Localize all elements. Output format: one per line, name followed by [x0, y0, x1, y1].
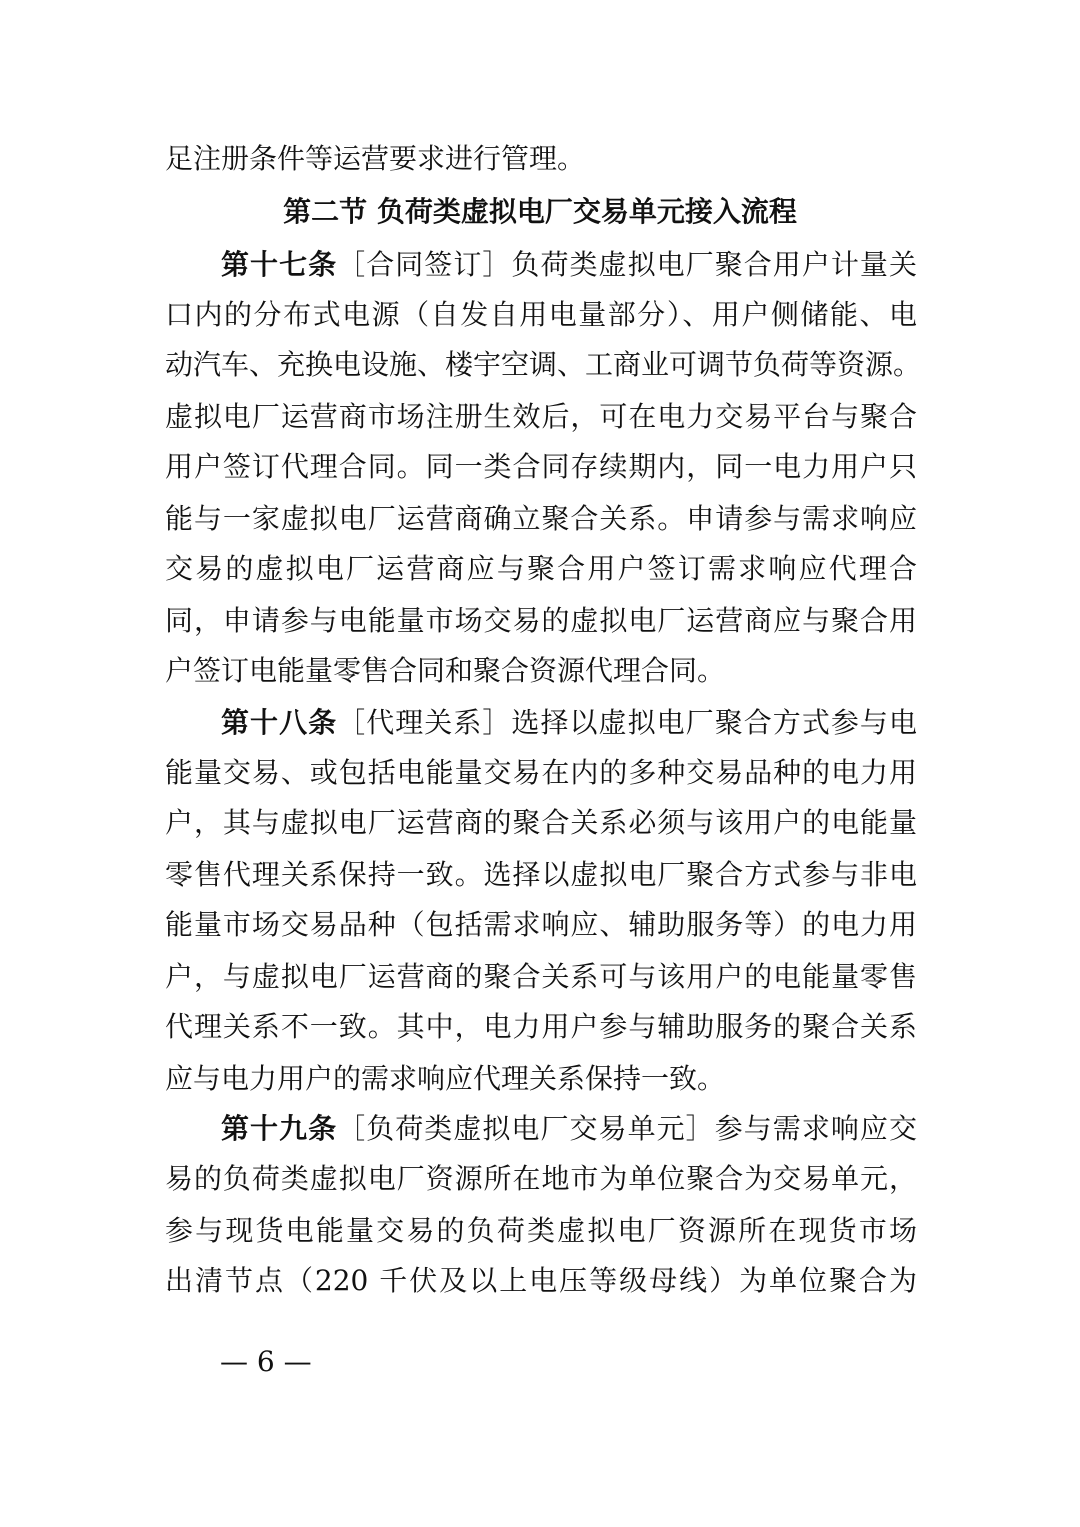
article-17-text: ［合同签订］负荷类虚拟电厂聚合用户计量关 [337, 248, 917, 281]
text-line: 虚拟电厂运营商市场注册生效后，可在电力交易平台与聚合 [165, 400, 917, 433]
article-19-text: ［负荷类虚拟电厂交易单元］参与需求响应交 [337, 1112, 917, 1145]
article-17-first-line [221, 239, 917, 291]
article-19-first-line [221, 1103, 917, 1155]
text-line: 应与电力用户的需求响应代理关系保持一致。 [165, 1062, 726, 1095]
article-18-text: ［代理关系］选择以虚拟电厂聚合方式参与电 [337, 706, 917, 739]
text-line: 能量交易、或包括电能量交易在内的多种交易品种的电力用 [165, 756, 917, 789]
text-line: 动汽车、充换电设施、楼宇空调、工商业可调节负荷等资源。 [165, 348, 922, 381]
text-line: 交易的虚拟电厂运营商应与聚合用户签订需求响应代理合 [165, 552, 917, 585]
text-line: 参与现货电能量交易的负荷类虚拟电厂资源所在现货市场 [165, 1214, 917, 1247]
text-line: 户，与虚拟电厂运营商的聚合关系可与该用户的电能量零售 [165, 960, 917, 993]
text-line: 户签订电能量零售合同和聚合资源代理合同。 [165, 654, 726, 687]
page-number: — 6 — [220, 1345, 312, 1378]
text-line: 口内的分布式电源（自发自用电量部分）、用户侧储能、电 [165, 298, 917, 331]
text-line: 用户签订代理合同。同一类合同存续期内，同一电力用户只 [165, 450, 917, 483]
article-17-number: 第十七条 [221, 248, 338, 281]
text-line: 能与一家虚拟电厂运营商确立聚合关系。申请参与需求响应 [165, 502, 917, 535]
text-line: 户，其与虚拟电厂运营商的聚合关系必须与该用户的电能量 [165, 806, 917, 839]
text-line: 零售代理关系保持一致。选择以虚拟电厂聚合方式参与非电 [165, 858, 917, 891]
article-18-first-line [221, 697, 917, 749]
article-18-number: 第十八条 [221, 706, 338, 739]
text-line: 代理关系不一致。其中，电力用户参与辅助服务的聚合关系 [165, 1010, 917, 1043]
text-line: 能量市场交易品种（包括需求响应、辅助服务等）的电力用 [165, 908, 917, 941]
section-heading: 第二节 负荷类虚拟电厂交易单元接入流程 [283, 195, 797, 228]
article-19-number: 第十九条 [221, 1112, 338, 1145]
text-line: 同，申请参与电能量市场交易的虚拟电厂运营商应与聚合用 [165, 604, 917, 637]
text-line: 易的负荷类虚拟电厂资源所在地市为单位聚合为交易单元， [165, 1162, 917, 1195]
text-line: 出清节点（220 千伏及以上电压等级母线）为单位聚合为 [165, 1264, 917, 1297]
text-line: 足注册条件等运营要求进行管理。 [165, 142, 586, 175]
